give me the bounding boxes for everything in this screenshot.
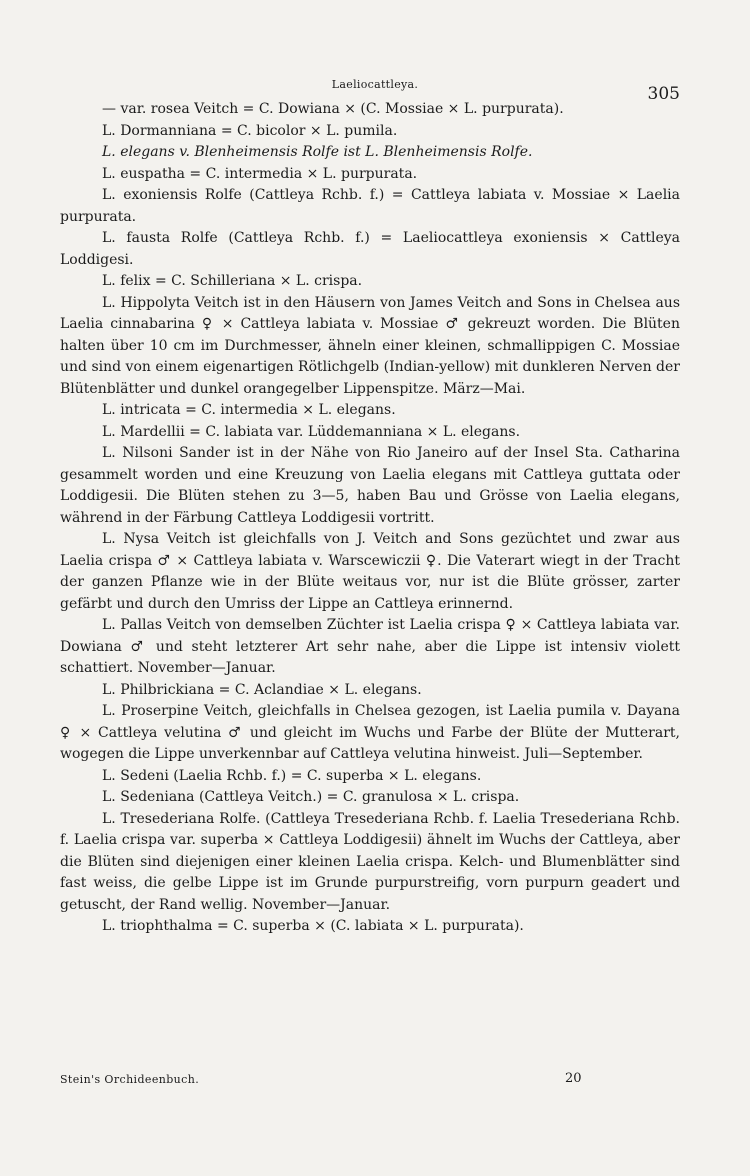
running-head: Laeliocattleya. bbox=[331, 78, 419, 91]
entry-list bbox=[60, 99, 680, 938]
entry-nilsoni: L. Nilsoni Sander ist in der Nähe von Rio Janeiro auf der Insel Sta. Catharina gesammelt worden und eine Kreuzung von Laelia elegans mit Cattleya guttata oder Loddigesii. Die Blüten stehen zu 3—5, haben Bau und Grösse von Laelia elegans, während in der Färbung Cattleya Loddigesii vortritt. bbox=[60, 445, 680, 526]
footer-signature: 20 bbox=[565, 1071, 582, 1086]
entry-tresederiana: L. Tresederiana Rolfe. (Cattleya Tresederiana Rchb. f. Laelia Tresederiana Rchb. f. Laelia crispa var. superba × Cattleya Loddigesii) ähnelt im Wuchs der Cattleya, aber die Blüten sind diejenigen einer kleinen Laelia crispa. Kelch- und Blumenblätter sind fast weiss, die gelbe Lippe ist im Grunde purpurstreifig, vorn purpurn geadert und getuscht, der Rand wellig. November—Januar. bbox=[60, 810, 680, 913]
entry-nysa: L. Nysa Veitch ist gleichfalls von J. Veitch and Sons gezüchtet und zwar aus Laelia crispa ♂ × Cattleya labiata v. Warscewiczii ♀. Die Vaterart wiegt in der Tracht der ganzen Pflanze wie in der Blüte weitaus vor, nur ist die Blüte grösser, zarter gefärbt und durch den Umriss der Lippe an Cattleya erinnernd. bbox=[60, 531, 680, 612]
entry-dormanniana: L. Dormanniana = C. bicolor × L. pumila. bbox=[102, 122, 398, 139]
entry-mardellii: L. Mardellii = C. labiata var. Lüddemanniana × L. elegans. bbox=[102, 423, 521, 440]
entry-euspatha: L. euspatha = C. intermedia × L. purpurata. bbox=[102, 165, 418, 182]
entry-felix: L. felix = C. Schilleriana × L. crispa. bbox=[102, 273, 363, 289]
entry-hippolyta: L. Hippolyta Veitch ist in den Häusern von James Veitch and Sons in Chelsea aus Laelia cinnabarina ♀ × Cattleya labiata v. Mossiae ♂ gekreuzt worden. Die Blüten halten über 10 cm im Durchmesser, ähneln einer kleinen, schmallippigen C. Mossiae und sind von einem eigenartigen Rötlichgelb (Indian-yellow) mit dunkleren Nerven der Blütenblätter und dunkel orangegelber Lippenspitze. März—Mai. bbox=[60, 294, 680, 397]
entry-fausta: L. fausta Rolfe (Cattleya Rchb. f.) = Laeliocattleya exoniensis × Cattleya Loddigesi. bbox=[60, 230, 680, 268]
entry-exoniensis: L. exoniensis Rolfe (Cattleya Rchb. f.) = Cattleya labiata v. Mossiae × Laelia purpurata. bbox=[60, 187, 680, 225]
entry-sedeniana: L. Sedeniana (Cattleya Veitch.) = C. granulosa × L. crispa. bbox=[102, 789, 520, 805]
entry-pallas: L. Pallas Veitch von demselben Züchter ist Laelia crispa ♀ × Cattleya labiata var. Dowiana ♂ und steht letzterer Art sehr nahe, aber die Lippe ist intensiv violett schattiert. November—Januar. bbox=[60, 617, 680, 676]
entry-rosea: — var. rosea Veitch = C. Dowiana × (C. Mossiae × L. purpurata). bbox=[102, 101, 564, 117]
entry-triophthalma: L. triophthalma = C. superba × (C. labiata × L. purpurata). bbox=[102, 918, 524, 934]
entry-intricata: L. intricata = C. intermedia × L. elegans. bbox=[102, 402, 396, 418]
entry-elegans-blenheimensis: L. elegans v. Blenheimensis Rolfe ist L. Blenheimensis Rolfe. bbox=[102, 144, 533, 160]
entry-sedeni: L. Sedeni (Laelia Rchb. f.) = C. superba × L. elegans. bbox=[102, 767, 482, 784]
entry-philbrickiana: L. Philbrickiana = C. Aclandiae × L. elegans. bbox=[102, 681, 422, 698]
footer-book-title: Stein's Orchideenbuch. bbox=[60, 1073, 200, 1086]
entry-proserpine: L. Proserpine Veitch, gleichfalls in Chelsea gezogen, ist Laelia pumila v. Dayana ♀ × Cattleya velutina ♂ und gleicht im Wuchs und Farbe der Blüte der Mutterart, wogegen die Lippe unverkennbar auf Cattleya velutina hinweist. Juli—September. bbox=[60, 703, 680, 762]
page-number: 305 bbox=[647, 84, 680, 104]
